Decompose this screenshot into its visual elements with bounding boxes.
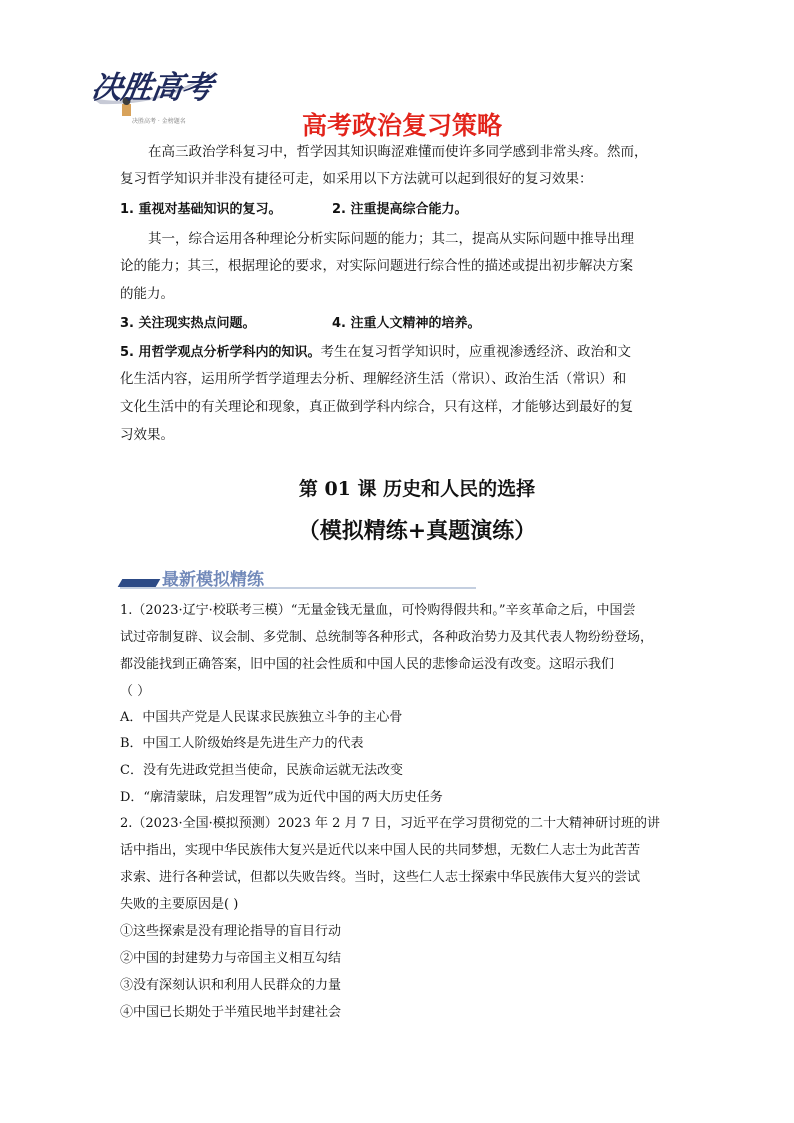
section-header	[120, 567, 476, 589]
lesson-title: 第 01 课 历史和人民的选择	[298, 478, 536, 500]
section-bar-decoration	[118, 579, 161, 587]
intro-line-2: 复习哲学知识并非没有捷径可走，如采用以下方法就可以起到很好的复习效果：	[120, 171, 593, 187]
q2-line-3: 求索、进行各种尝试，但都以失败告终。当时，这些仁人志士探索中华民族伟大复兴的尝试	[120, 870, 641, 885]
q1-line-2: 试过帝制复辟、议会制、多党制、总统制等各种形式，各种政治势力及其代表人物纷纷登场，	[120, 630, 654, 645]
q2-option-1: ①这些探索是没有理论指导的盲目行动	[120, 924, 342, 939]
q1-option-d: D．“廓清蒙昧，启发理智”成为近代中国的两大历史任务	[120, 790, 443, 805]
tip-4: 4. 注重人文精神的培养。	[332, 316, 481, 331]
logo-subtext: 决胜高考 · 金榜题名	[132, 118, 186, 125]
q2-option-4: ④中国已长期处于半殖民地半封建社会	[120, 1005, 342, 1020]
q1-option-a: A．中国共产党是人民谋求民族独立斗争的主心骨	[120, 710, 403, 725]
para2-line-1: 其一，综合运用各种理论分析实际问题的能力；其二，提高从实际问题中推导出理	[148, 231, 634, 247]
q1-line-1: 1.（2023·辽宁·校联考三模）“无量金钱无量血，可怜购得假共和。”辛亥革命之后，中国尝	[120, 603, 636, 618]
para3-line-2: 文化生活中的有关理论和现象，真正做到学科内综合，只有这样，才能够达到最好的复	[120, 399, 633, 415]
para2-line-3: 的能力。	[120, 286, 174, 302]
logo-text: 决胜高考	[88, 70, 215, 106]
para2-line-2: 论的能力；其三，根据理论的要求，对实际问题进行综合性的描述或提出初步解决方案	[120, 258, 633, 274]
intro-line-1: 在高三政治学科复习中，哲学因其知识晦涩难懂而使许多同学感到非常头疼。然而，	[148, 144, 648, 160]
tip-5: 5. 用哲学观点分析学科内的知识。	[120, 345, 321, 360]
tips-row-1	[120, 196, 680, 223]
tip-2: 2. 注重提高综合能力。	[332, 202, 468, 217]
q1-option-c: C．没有先进政党担当使命，民族命运就无法改变	[120, 763, 403, 778]
para3-line-1: 化生活内容，运用所学哲学道理去分析、理解经济生活（常识）、政治生活（常识）和	[120, 371, 627, 387]
para3-line-3: 习效果。	[120, 427, 174, 443]
q2-line-1: 2.（2023·全国·模拟预测）2023 年 2 月 7 日，习近平在学习贯彻党的二十大精神研讨班的讲	[120, 816, 661, 831]
q2-option-2: ②中国的封建势力与帝国主义相互勾结	[120, 951, 342, 966]
page-title: 高考政治复习策略	[301, 111, 502, 140]
q1-answer-blank: （ ）	[120, 684, 151, 699]
tips-row-2	[120, 310, 680, 337]
section-label: 最新模拟精练	[162, 570, 264, 590]
q2-option-3: ③没有深刻认识和利用人民群众的力量	[120, 978, 342, 993]
tip-1: 1. 重视对基础知识的复习。	[120, 202, 282, 217]
q1-option-b: B．中国工人阶级始终是先进生产力的代表	[120, 736, 364, 751]
tip-3: 3. 关注现实热点问题。	[120, 316, 256, 331]
q1-line-3: 都没能找到正确答案，旧中国的社会性质和中国人民的悲惨命运没有改变。这昭示我们	[120, 657, 615, 672]
q2-line-4: 失败的主要原因是( )	[120, 897, 239, 912]
lesson-subtitle: （模拟精练+真题演练）	[297, 518, 537, 544]
q2-line-2: 话中指出，实现中华民族伟大复兴是近代以来中国人民的共同梦想，无数仁人志士为此苦苦	[120, 843, 641, 858]
tip-5-rest: 考生在复习哲学知识时，应重视渗透经济、政治和文	[320, 344, 632, 360]
tip-5-row	[120, 339, 680, 366]
